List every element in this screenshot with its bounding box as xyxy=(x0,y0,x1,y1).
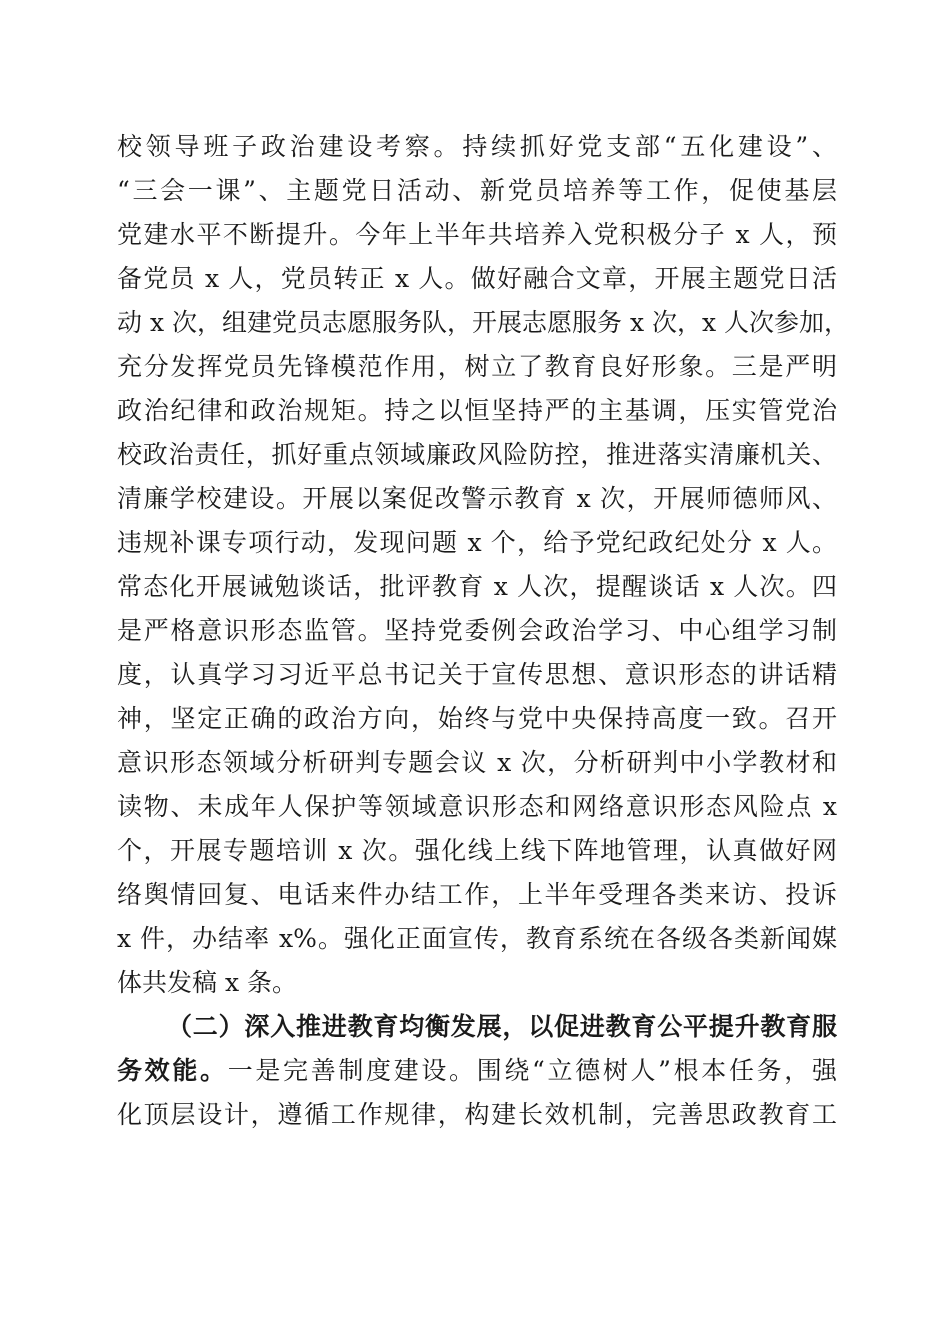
text-line: 清廉学校建设。开展以案促改警示教育 x 次，开展师德师风、 xyxy=(117,484,837,513)
paragraph-1 xyxy=(117,125,850,1005)
text-line: 是严格意识形态监管。坚持党委例会政治学习、中心组学习制 xyxy=(117,616,837,645)
text-line: 度，认真学习习近平总书记关于宣传思想、意识形态的讲话精 xyxy=(117,660,837,689)
text-line: 体共发稿 x 条。 xyxy=(117,968,297,997)
text-line: x 件，办结率 x%。强化正面宣传，教育系统在各级各类新闻媒 xyxy=(117,924,837,953)
text-line: 党建水平不断提升。今年上半年共培养入党积极分子 x 人，预 xyxy=(117,220,837,249)
text-line: 政治纪律和政治规矩。持之以恒坚持严的主基调，压实管党治 xyxy=(117,396,837,425)
text-line: 化顶层设计，遵循工作规律，构建长效机制，完善思政教育工 xyxy=(117,1100,837,1129)
text-line: 常态化开展诫勉谈话，批评教育 x 人次，提醒谈话 x 人次。四 xyxy=(117,572,837,601)
text-line: 神，坚定正确的政治方向，始终与党中央保持高度一致。召开 xyxy=(117,704,837,733)
text-line: 违规补课专项行动，发现问题 x 个，给予党纪政纪处分 x 人。 xyxy=(117,528,837,557)
text-line: 络舆情回复、电话来件办结工作，上半年受理各类来访、投诉 xyxy=(117,880,837,909)
text-line: 读物、未成年人保护等领域意识形态和网络意识形态风险点 x xyxy=(117,792,837,821)
paragraph-2 xyxy=(117,1005,837,1137)
text-line: 校领导班子政治建设考察。持续抓好党支部“五化建设”、 xyxy=(117,132,837,161)
text-line-rest: 一是完善制度建设。围绕“立德树人”根本任务，强 xyxy=(227,1056,837,1085)
document-body xyxy=(117,125,850,1137)
section-heading-end: 务效能。 xyxy=(117,1056,228,1085)
text-line: “三会一课”、主题党日活动、新党员培养等工作，促使基层 xyxy=(117,176,837,205)
text-line: 意识形态领域分析研判专题会议 x 次，分析研判中小学教材和 xyxy=(117,748,837,777)
text-line xyxy=(117,1049,837,1093)
text-line: 充分发挥党员先锋模范作用，树立了教育良好形象。三是严明 xyxy=(117,352,837,381)
text-line: 个，开展专题培训 x 次。强化线上线下阵地管理，认真做好网 xyxy=(117,836,837,865)
section-heading: （二）深入推进教育均衡发展，以促进教育公平提升教育服 xyxy=(167,1012,837,1041)
text-line: 备党员 x 人，党员转正 x 人。做好融合文章，开展主题党日活 xyxy=(117,264,837,293)
text-line: 动 x 次，组建党员志愿服务队，开展志愿服务 x 次，x 人次参加， xyxy=(117,308,850,337)
text-line: 校政治责任，抓好重点领域廉政风险防控，推进落实清廉机关、 xyxy=(117,440,837,469)
